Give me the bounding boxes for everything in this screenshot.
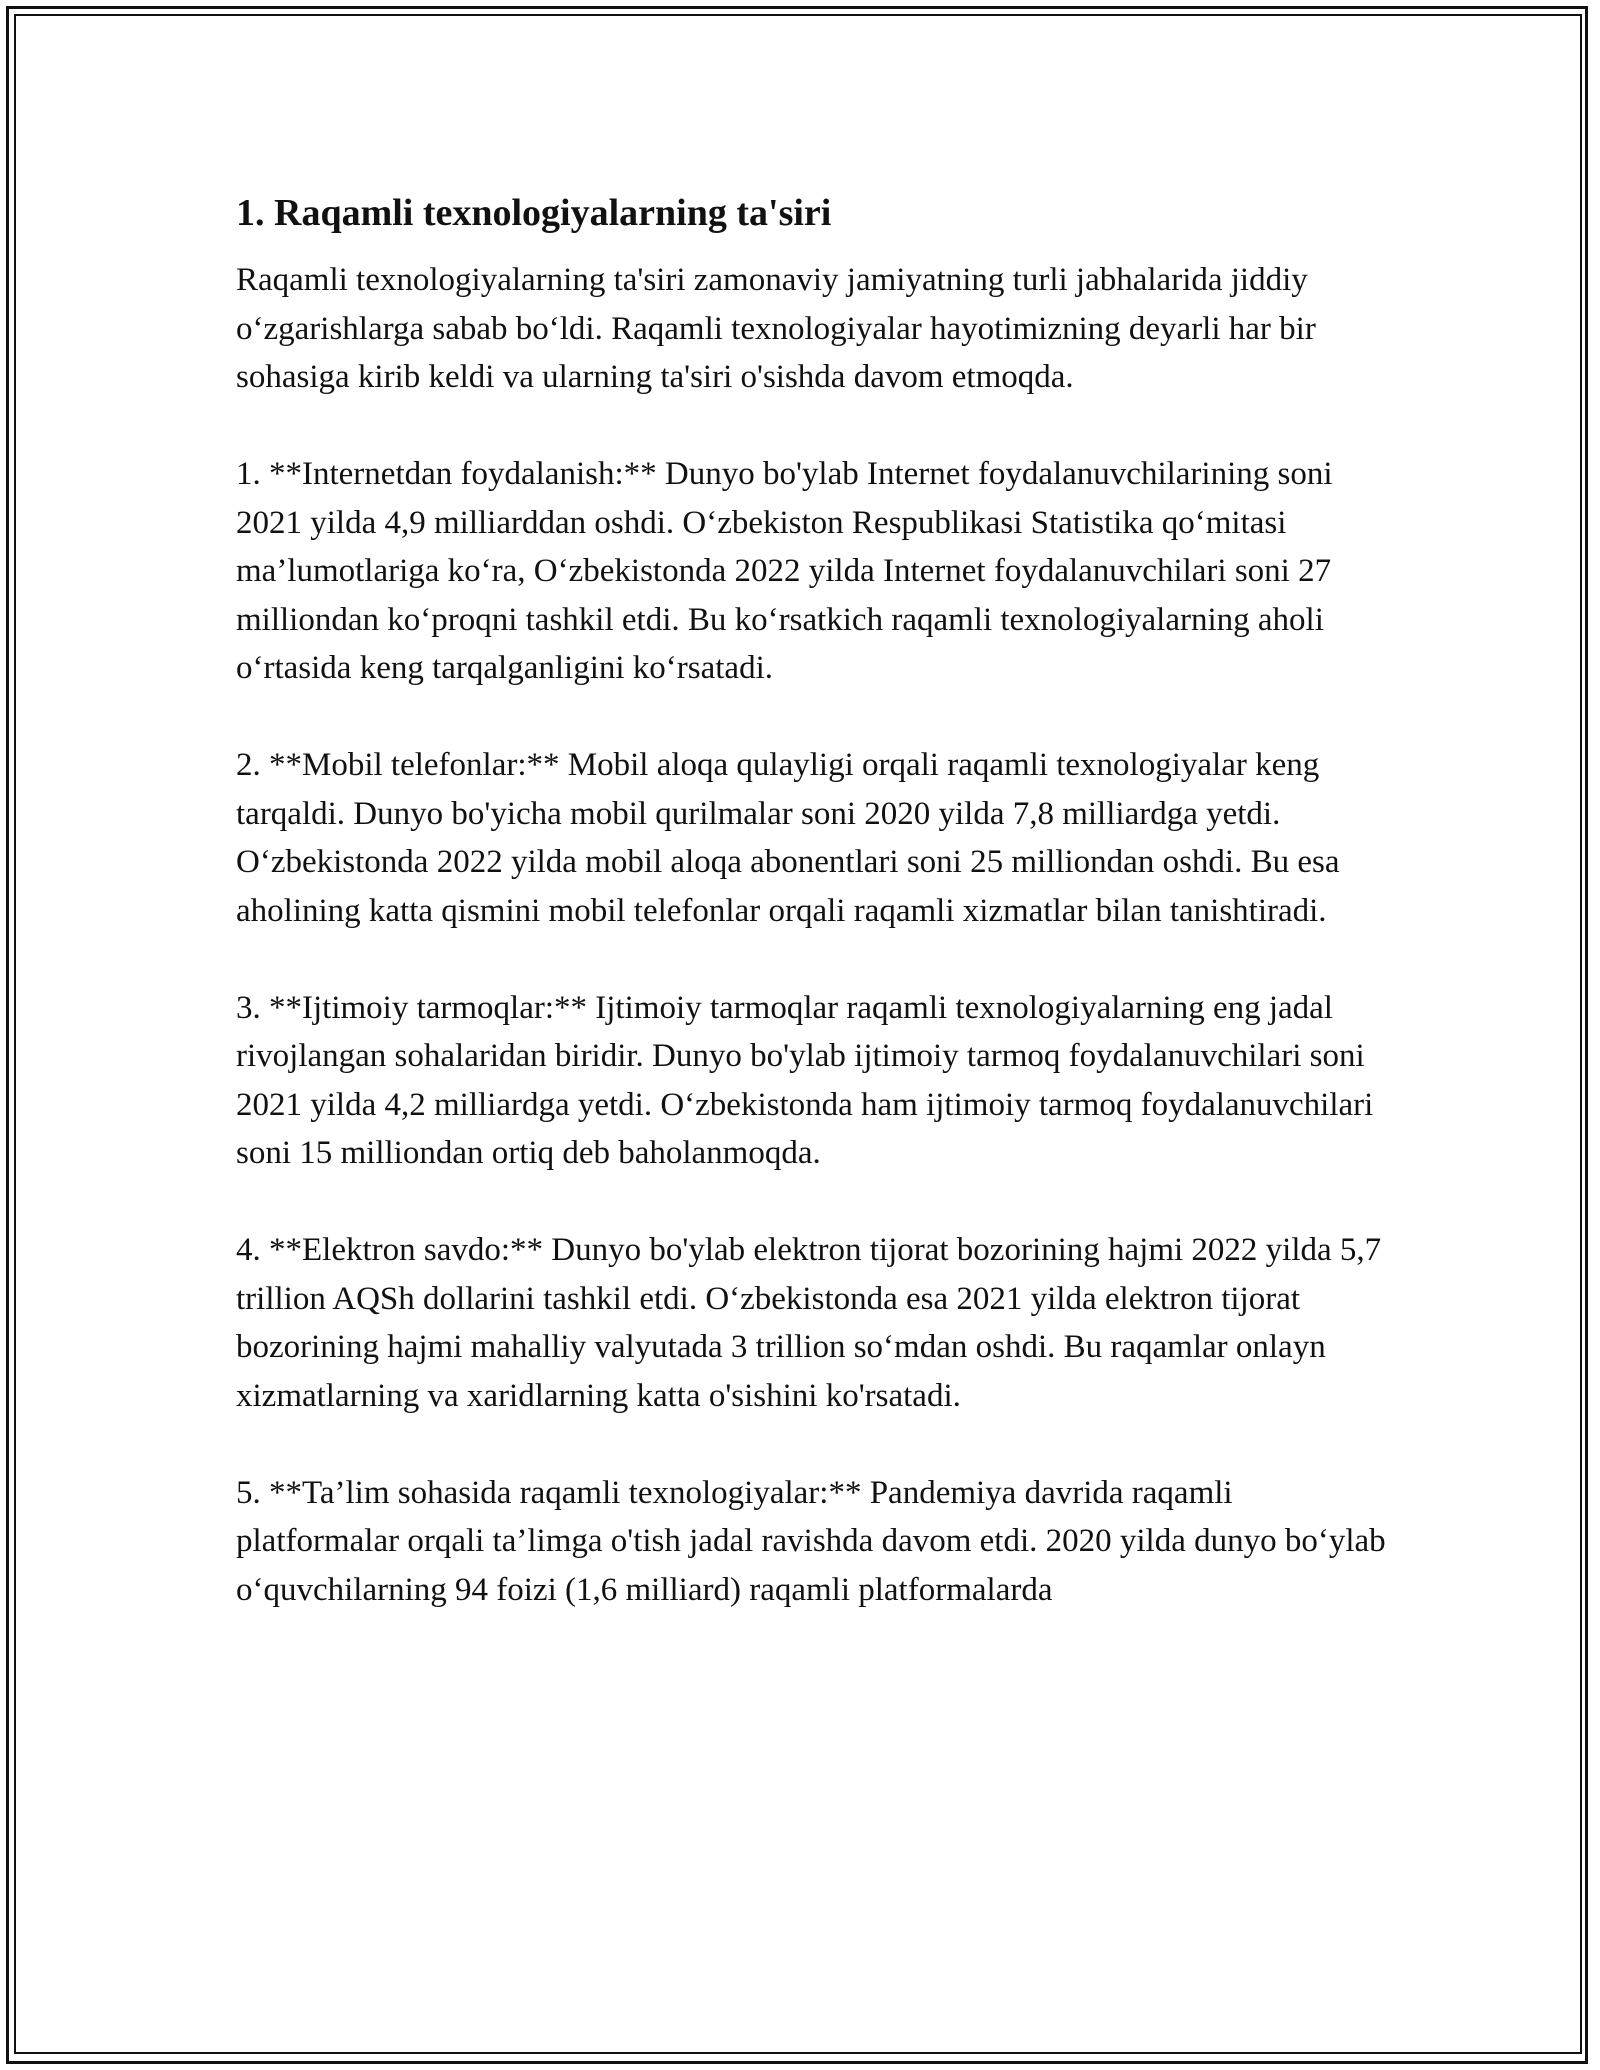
intro-paragraph: Raqamli texnologiyalarning ta'siri zamonaviy jamiyatning turli jabhalarida jiddiy o‘zgarishlarga sabab bo‘ldi. Raqamli texnologiyalar hayotimizning deyarli har bir sohasiga kirib keldi va ularning ta'siri o'sishda davom etmoqda. xyxy=(236,262,1316,395)
paragraph-social-networks: 3. **Ijtimoiy tarmoqlar:** Ijtimoiy tarmoqlar raqamli texnologiyalarning eng jadal rivojlangan sohalaridan biridir. Dunyo bo'ylab ijtimoiy tarmoq foydalanuvchilari soni 2021 yilda 4,2 milliardga yetdi. O‘zbekistonda ham ijtimoiy tarmoq foydalanuvchilari soni 15 milliondan ortiq deb baholanmoqda. xyxy=(236,989,1374,1171)
paragraph-internet-usage: 1. **Internetdan foydalanish:** Dunyo bo'ylab Internet foydalanuvchilarining soni 2021 yilda 4,9 milliarddan oshdi. O‘zbekiston Respublikasi Statistika qo‘mitasi ma’lumotlariga ko‘ra, O‘zbekistonda 2022 yilda Internet foydalanuvchilari soni 27 milliondan ko‘proqni tashkil etdi. Bu ko‘rsatkich raqamli texnologiyalarning aholi o‘rtasida keng tarqalganligini ko‘rsatadi. xyxy=(236,456,1333,686)
paragraph-mobile-phones: 2. **Mobil telefonlar:** Mobil aloqa qulayligi orqali raqamli texnologiyalar keng tarqaldi. Dunyo bo'yicha mobil qurilmalar soni 2020 yilda 7,8 milliardga yetdi. O‘zbekistonda 2022 yilda mobil aloqa abonentlari soni 25 milliondan oshdi. Bu esa aholining katta qismini mobil telefonlar orqali raqamli xizmatlar bilan tanishtiradi. xyxy=(236,747,1340,929)
document-body xyxy=(236,186,1386,1663)
section-heading: 1. Raqamli texnologiyalarning ta'siri xyxy=(236,192,832,234)
paragraph-e-commerce: 4. **Elektron savdo:** Dunyo bo'ylab elektron tijorat bozorining hajmi 2022 yilda 5,7 trillion AQSh dollarini tashkil etdi. O‘zbekistonda esa 2021 yilda elektron tijorat bozorining hajmi mahalliy valyutada 3 trillion so‘mdan oshdi. Bu raqamlar onlayn xizmatlarning va xaridlarning katta o'sishini ko'rsatadi. xyxy=(236,1232,1382,1414)
paragraph-education: 5. **Ta’lim sohasida raqamli texnologiyalar:** Pandemiya davrida raqamli platformalar orqali ta’limga o'tish jadal ravishda davom etdi. 2020 yilda dunyo bo‘ylab o‘quvchilarning 94 foizi (1,6 milliard) raqamli platformalarda xyxy=(236,1474,1386,1608)
